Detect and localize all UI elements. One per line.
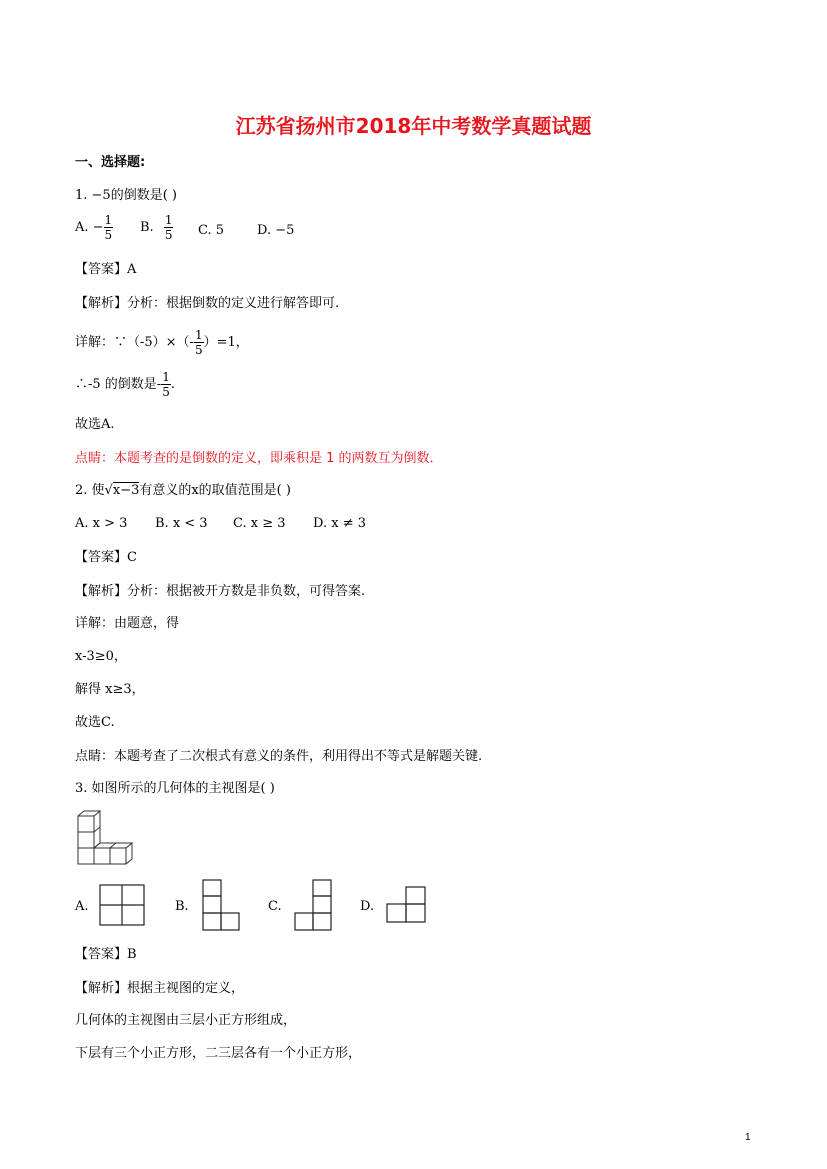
q1-stem: 1. −5的倒数是( ) <box>75 188 177 203</box>
q1-detail-suffix: ）=1， <box>203 335 249 350</box>
q1-option-b-denominator: 5 <box>164 228 173 242</box>
q3-option-b-figure <box>202 879 240 931</box>
q2-stem-prefix: 2. 使 <box>75 483 105 498</box>
q2-analysis: 【解析】分析：根据被开方数是非负数，可得答案. <box>75 584 366 599</box>
q2-choose: 故选C. <box>75 715 115 730</box>
q3-analysis: 【解析】根据主视图的定义， <box>75 981 245 996</box>
q2-comment: 点睛：本题考查了二次根式有意义的条件，利用得出不等式是解题关键. <box>75 749 483 764</box>
q1-detail-denominator: 5 <box>194 343 203 357</box>
q1-option-a-denominator: 5 <box>104 228 113 242</box>
q2-answer: 【答案】C <box>75 550 137 565</box>
q1-option-b-fraction <box>164 213 174 242</box>
q2-detail: 详解：由题意，得 <box>75 616 180 631</box>
q3-answer: 【答案】B <box>75 947 137 962</box>
q3-solid-figure <box>76 810 134 866</box>
q2-radicand: x−3 <box>112 483 140 498</box>
q1-option-d: D. −5 <box>257 223 295 238</box>
q1-therefore-suffix: . <box>170 377 175 392</box>
q1-therefore <box>75 370 175 399</box>
q1-answer: 【答案】A <box>75 262 137 277</box>
q3-option-a: A. <box>75 899 89 914</box>
q1-option-a-fraction <box>104 213 114 242</box>
q1-detail-fraction <box>194 328 204 357</box>
q1-option-b-numerator: 1 <box>164 213 173 227</box>
q2-option-a: A. x > 3 <box>75 516 128 531</box>
q1-option-a-prefix: A. − <box>75 220 104 235</box>
q1-therefore-prefix: ∴-5 的倒数是- <box>75 377 162 392</box>
q3-option-a-figure <box>99 884 145 926</box>
q2-line-2: 解得 x≥3， <box>75 682 145 697</box>
q2-option-b: B. x < 3 <box>155 516 208 531</box>
q3-option-c: C. <box>268 899 282 914</box>
q2-option-d: D. x ≠ 3 <box>313 516 366 531</box>
q1-therefore-denominator: 5 <box>162 385 170 399</box>
q3-option-c-figure <box>294 879 332 931</box>
q2-line-1: x-3≥0， <box>75 649 127 664</box>
q1-option-a-numerator: 1 <box>104 213 113 227</box>
q1-option-b <box>140 213 173 242</box>
q1-detail-numerator: 1 <box>194 328 203 342</box>
sqrt-symbol: √ <box>104 483 113 498</box>
q3-stem: 3. 如图所示的几何体的主视图是( ) <box>75 781 275 796</box>
q1-option-a <box>75 213 113 242</box>
q3-option-b: B. <box>175 899 189 914</box>
q1-therefore-numerator: 1 <box>162 370 170 384</box>
q1-detail <box>75 328 249 357</box>
q1-choose: 故选A. <box>75 417 115 432</box>
q1-option-c: C. 5 <box>198 223 225 238</box>
q1-analysis: 【解析】分析：根据倒数的定义进行解答即可. <box>75 296 340 311</box>
q1-detail-prefix: 详解：∵（-5）×（- <box>75 335 194 350</box>
document-title: 江苏省扬州市2018年中考数学真题试题 <box>235 114 592 138</box>
q2-option-c: C. x ≥ 3 <box>233 516 286 531</box>
page-number: 1 <box>745 1132 751 1143</box>
q3-option-d: D. <box>360 899 375 914</box>
q1-comment: 点睛：本题考查的是倒数的定义，即乘积是 1 的两数互为倒数． <box>75 451 443 466</box>
q2-stem-suffix: 有意义的x的取值范围是( ) <box>139 483 291 498</box>
q1-option-b-prefix: B. <box>140 220 154 235</box>
q3-line-2: 下层有三个小正方形，二三层各有一个小正方形， <box>75 1046 362 1061</box>
q2-stem <box>75 483 291 499</box>
q3-option-d-figure <box>386 886 426 923</box>
section-heading: 一、选择题: <box>75 155 146 170</box>
q3-line-1: 几何体的主视图由三层小正方形组成， <box>75 1013 297 1028</box>
q1-therefore-fraction <box>161 370 171 399</box>
